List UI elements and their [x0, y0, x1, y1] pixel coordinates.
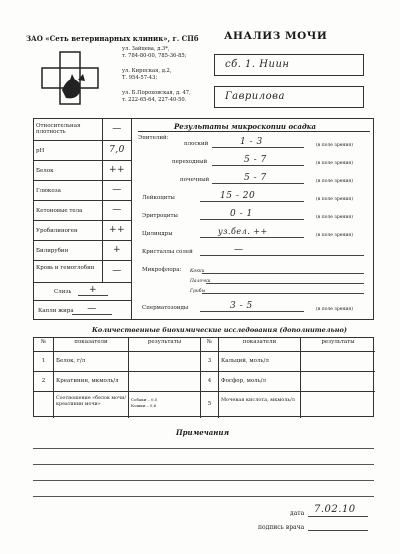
address-3-phone: т. 222-65-64, 227-40-50.	[122, 97, 187, 103]
signature-label: подпись врача	[258, 524, 305, 531]
unit-renal: (в поле зрения)	[316, 179, 353, 184]
label-flat: плоский	[184, 141, 209, 147]
row-protein	[34, 161, 132, 181]
label-blood: Кровь и гемоглобин	[36, 265, 95, 271]
value-transitional: 5 - 7	[244, 155, 267, 165]
line-renal	[212, 183, 304, 184]
label-ph: pH	[36, 148, 45, 154]
unit-transitional: (в поле зрения)	[316, 161, 353, 166]
hdr-num-2: №	[201, 338, 219, 352]
microscopy-title-line	[138, 131, 370, 132]
clinic-logo	[40, 50, 100, 106]
norm-cats: Кошки – 0,6	[131, 403, 157, 408]
value-density: —	[112, 124, 122, 134]
unit-sperm: (в поле зрения)	[316, 307, 353, 312]
row-fat	[34, 301, 132, 321]
date-line	[308, 516, 368, 517]
address-1-phone: т. 784-80-00, 785-36-85;	[122, 53, 187, 59]
microflora-cocci: Кокки	[190, 269, 205, 274]
row3-num-2: 5	[201, 392, 219, 418]
biochem-title: Количественные биохимические исследования (дополнительно)	[92, 326, 347, 334]
note-line-1[interactable]	[33, 448, 374, 449]
dipstick-column	[34, 119, 132, 319]
row-ph	[34, 141, 132, 161]
row3-result-2[interactable]	[301, 392, 375, 418]
row3-norms	[129, 392, 201, 418]
value-flat: 1 - 3	[240, 137, 263, 147]
address-2: ул. Кирпская, д.2,	[122, 68, 172, 74]
line-casts	[200, 237, 304, 238]
results-block	[33, 118, 374, 320]
unit-erythrocytes: (в поле зрения)	[316, 215, 353, 220]
label-glucose: Глюкоза	[36, 188, 61, 194]
row-ketones	[34, 201, 132, 221]
note-line-4[interactable]	[33, 496, 374, 497]
microflora-bacilli: Палочки	[190, 279, 211, 284]
row2-num-2: 4	[201, 372, 219, 392]
label-density: Относительная плотность	[36, 123, 81, 135]
hdr-result-1: результаты	[129, 338, 201, 352]
row1-num-1: 1	[34, 352, 54, 372]
pet-field[interactable]	[214, 86, 364, 108]
label-fat: Капли жира	[38, 308, 74, 314]
pet-handwriting: Гаврилова	[225, 91, 285, 102]
address-3: ул. Б.Пороховская, д. 47,	[122, 90, 191, 96]
company-name: ЗАО «Сеть ветеринарных клиник», г. СПб	[26, 34, 199, 43]
row2-result-2[interactable]	[301, 372, 375, 392]
label-crystals: Кристаллы солей	[142, 249, 193, 255]
row-glucose	[34, 181, 132, 201]
note-line-3[interactable]	[33, 480, 374, 481]
row1-num-2: 3	[201, 352, 219, 372]
row1-param-2: Кальций, моль/л	[219, 352, 301, 372]
line-leukocytes	[200, 201, 304, 202]
row-density	[34, 119, 132, 141]
notes-title: Примечания	[176, 428, 230, 437]
owner-handwriting: сб. 1. Ниин	[225, 59, 290, 70]
value-leukocytes: 15 - 20	[220, 191, 256, 201]
epithelium-label: Эпителий:	[138, 135, 169, 141]
microflora-fungi: Грибы	[190, 289, 206, 294]
label-sperm: Сперматозоиды	[142, 305, 189, 311]
label-protein: Белок	[36, 168, 54, 174]
microscopy-title: Результаты микроскопии осадка	[174, 122, 317, 131]
row-mucus	[34, 283, 132, 301]
note-line-2[interactable]	[33, 464, 374, 465]
label-casts: Цилиндры	[142, 231, 173, 237]
unit-flat: (в поле зрения)	[316, 143, 353, 148]
row3-num-1	[34, 392, 54, 418]
line-cocci	[202, 273, 364, 274]
line-transitional	[212, 165, 304, 166]
label-ketones: Кетоновые тела	[36, 208, 83, 214]
row1-result-2[interactable]	[301, 352, 375, 372]
norm-dogs: Собаки – 0,5	[131, 397, 158, 402]
label-renal: почечный	[180, 177, 210, 183]
label-mucus: Слизь	[54, 289, 72, 295]
value-sperm: 3 - 5	[230, 301, 253, 311]
line-fungi	[202, 293, 364, 294]
line-bacilli	[206, 283, 364, 284]
value-ph: 7,0	[109, 145, 125, 155]
owner-field[interactable]	[214, 54, 364, 76]
line-flat	[212, 147, 304, 148]
address-1: ул. Зайцева, д.3*,	[122, 46, 170, 52]
signature-line[interactable]	[308, 530, 368, 531]
value-casts: уз.бел. ++	[218, 227, 268, 236]
value-fat: —	[72, 304, 112, 315]
label-erythrocytes: Эритроциты	[142, 213, 178, 219]
row2-param-2: Фосфор, моль/л	[219, 372, 301, 392]
unit-casts: (в поле зрения)	[316, 233, 353, 238]
line-erythrocytes	[200, 219, 304, 220]
label-urobilinogen: Уробилиноген	[36, 228, 78, 234]
value-bilirubin: +	[112, 245, 122, 255]
row1-result-1[interactable]	[129, 352, 201, 372]
date-label: дата	[290, 510, 305, 517]
row-blood	[34, 261, 132, 283]
row3-param-1: Соотношение «белок мочи/креатинин мочи»	[54, 392, 129, 418]
row-bilirubin	[34, 241, 132, 261]
line-sperm	[200, 311, 304, 312]
date-value: 7.02.10	[314, 504, 356, 515]
value-urobilinogen: ++	[108, 225, 126, 235]
hdr-param-2: показатели	[219, 338, 301, 352]
value-renal: 5 - 7	[244, 173, 267, 183]
form-title: АНАЛИЗ МОЧИ	[224, 30, 328, 42]
hdr-result-2: результаты	[301, 338, 375, 352]
value-erythrocytes: 0 - 1	[230, 209, 253, 219]
address-2-phone: Т. 954-57-43;	[122, 75, 158, 81]
line-crystals	[200, 255, 364, 256]
row3-param-2: Мочевая кислота, мкмоль/л	[219, 392, 301, 418]
value-protein: ++	[108, 165, 126, 175]
row-urobilinogen	[34, 221, 132, 241]
row1-param-1: Белок, г/л	[54, 352, 129, 372]
value-glucose: —	[112, 185, 122, 195]
row2-result-1[interactable]	[129, 372, 201, 392]
value-mucus: +	[78, 285, 108, 296]
label-bilirubin: Билирубин	[36, 248, 69, 254]
value-ketones: —	[112, 205, 122, 215]
microflora-label: Микрофлора:	[142, 267, 182, 273]
hdr-param-1: показатели	[54, 338, 129, 352]
value-blood: —	[112, 266, 122, 276]
label-leukocytes: Лейкоциты	[142, 195, 175, 201]
value-crystals: —	[234, 245, 244, 255]
row2-param-1: Креатинин, мкмоль/л	[54, 372, 129, 392]
biochem-table	[33, 337, 374, 417]
row2-num-1: 2	[34, 372, 54, 392]
hdr-num-1: №	[34, 338, 54, 352]
unit-leukocytes: (в поле зрения)	[316, 197, 353, 202]
label-transitional: переходный	[172, 159, 208, 165]
